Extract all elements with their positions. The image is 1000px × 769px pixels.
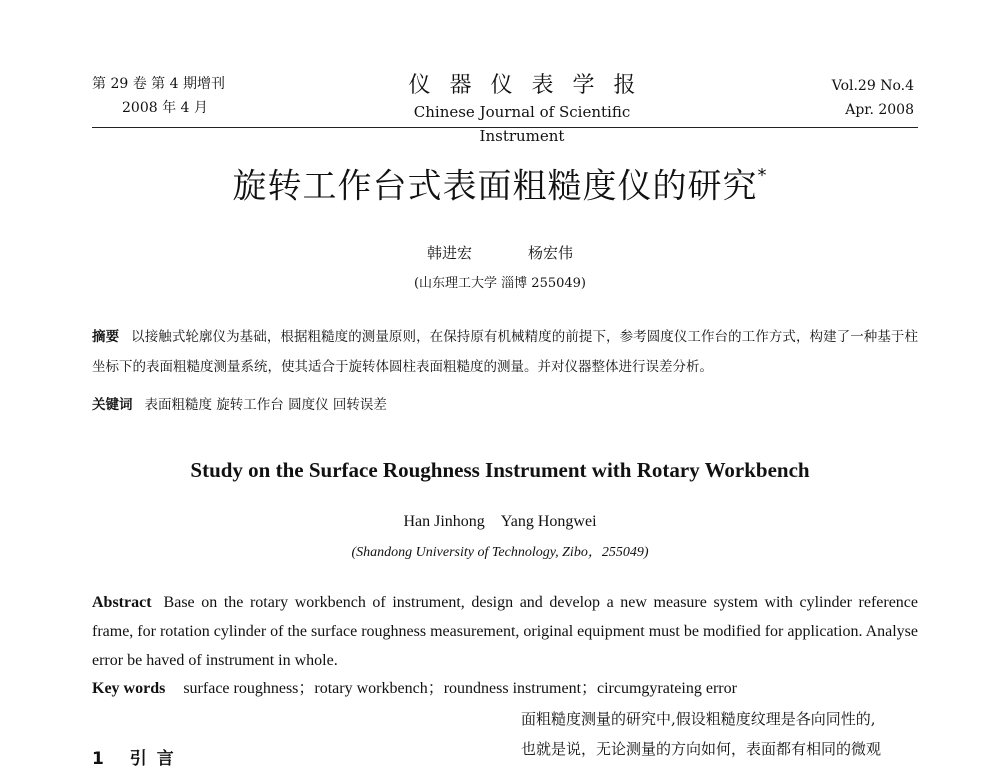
header-center (372, 72, 672, 148)
keywords-en (92, 675, 918, 703)
volume-en: Vol.29 No.4 (831, 78, 914, 94)
author-cn-2: 杨宏伟 (528, 244, 574, 262)
keywords-en-label: Key words (92, 680, 166, 697)
keywords-en-text: surface roughness；rotary workbench；roundness instrument；circumgyrateing error (183, 680, 737, 697)
abstract-cn-label: 摘要 (92, 329, 120, 345)
title-cn-text: 旋转工作台式表面粗糙度仪的研究 (232, 166, 758, 207)
keywords-cn-text: 表面粗糙度 旋转工作台 圆度仪 回转误差 (144, 397, 387, 413)
journal-name-en: Chinese Journal of Scientific Instrument (413, 103, 631, 145)
title-en: Study on the Surface Roughness Instrument with Rotary Workbench (190, 458, 810, 482)
abstract-en (92, 588, 918, 675)
header-left (92, 72, 312, 120)
keywords-cn (92, 390, 918, 420)
section-heading-intro: 1 引言 (92, 749, 184, 769)
body-column-right (521, 704, 921, 764)
header-right (774, 72, 914, 122)
author-en-1: Han Jinhong (403, 513, 485, 530)
journal-name-cn: 仪器仪表学报 (408, 73, 655, 98)
header-rule (92, 127, 918, 128)
title-cn (0, 158, 1000, 208)
date-cn: 2008 年 4 月 (122, 100, 208, 116)
affiliation-cn: (山东理工大学 淄博 255049) (413, 276, 587, 291)
abstract-en-label: Abstract (92, 594, 152, 611)
volume-cn: 第 29 卷 第 4 期增刊 (92, 76, 225, 92)
abstract-cn (92, 322, 918, 382)
date-en: Apr. 2008 (845, 102, 914, 118)
abstract-cn-text: 以接触式轮廓仪为基础，根据粗糙度的测量原则，在保持原有机械精度的前提下，参考圆度仪工作台的工作方式，构建了一种基于柱坐标下的表面粗糙度测量系统，使其适合于旋转体圆柱表面粗糙度的测量。并对仪器整体进行误差分析。 (92, 329, 919, 375)
journal-header (92, 72, 914, 145)
title-footnote-mark: * (757, 165, 768, 186)
author-en-2: Yang Hongwei (500, 513, 597, 530)
keywords-cn-label: 关键词 (92, 397, 133, 413)
body-line-2: 也就是说，无论测量的方向如何，表面都有相同的微观 (521, 740, 882, 758)
author-cn-1: 韩进宏 (426, 244, 472, 262)
authors-cn (0, 242, 1000, 263)
authors-en (0, 513, 1000, 531)
abstract-en-text: Base on the rotary workbench of instrument, design and develop a new measure system with cylinder reference frame, for rotation cylinder of the surface roughness measurement, original equipment must be modified for application. Analyse error be haved of instrument in whole. (92, 594, 918, 669)
body-line-1: 面粗糙度测量的研究中,假设粗糙度纹理是各向同性的, (521, 710, 876, 728)
affiliation-en: (Shandong University of Technology, Zibo，255049) (351, 545, 649, 560)
